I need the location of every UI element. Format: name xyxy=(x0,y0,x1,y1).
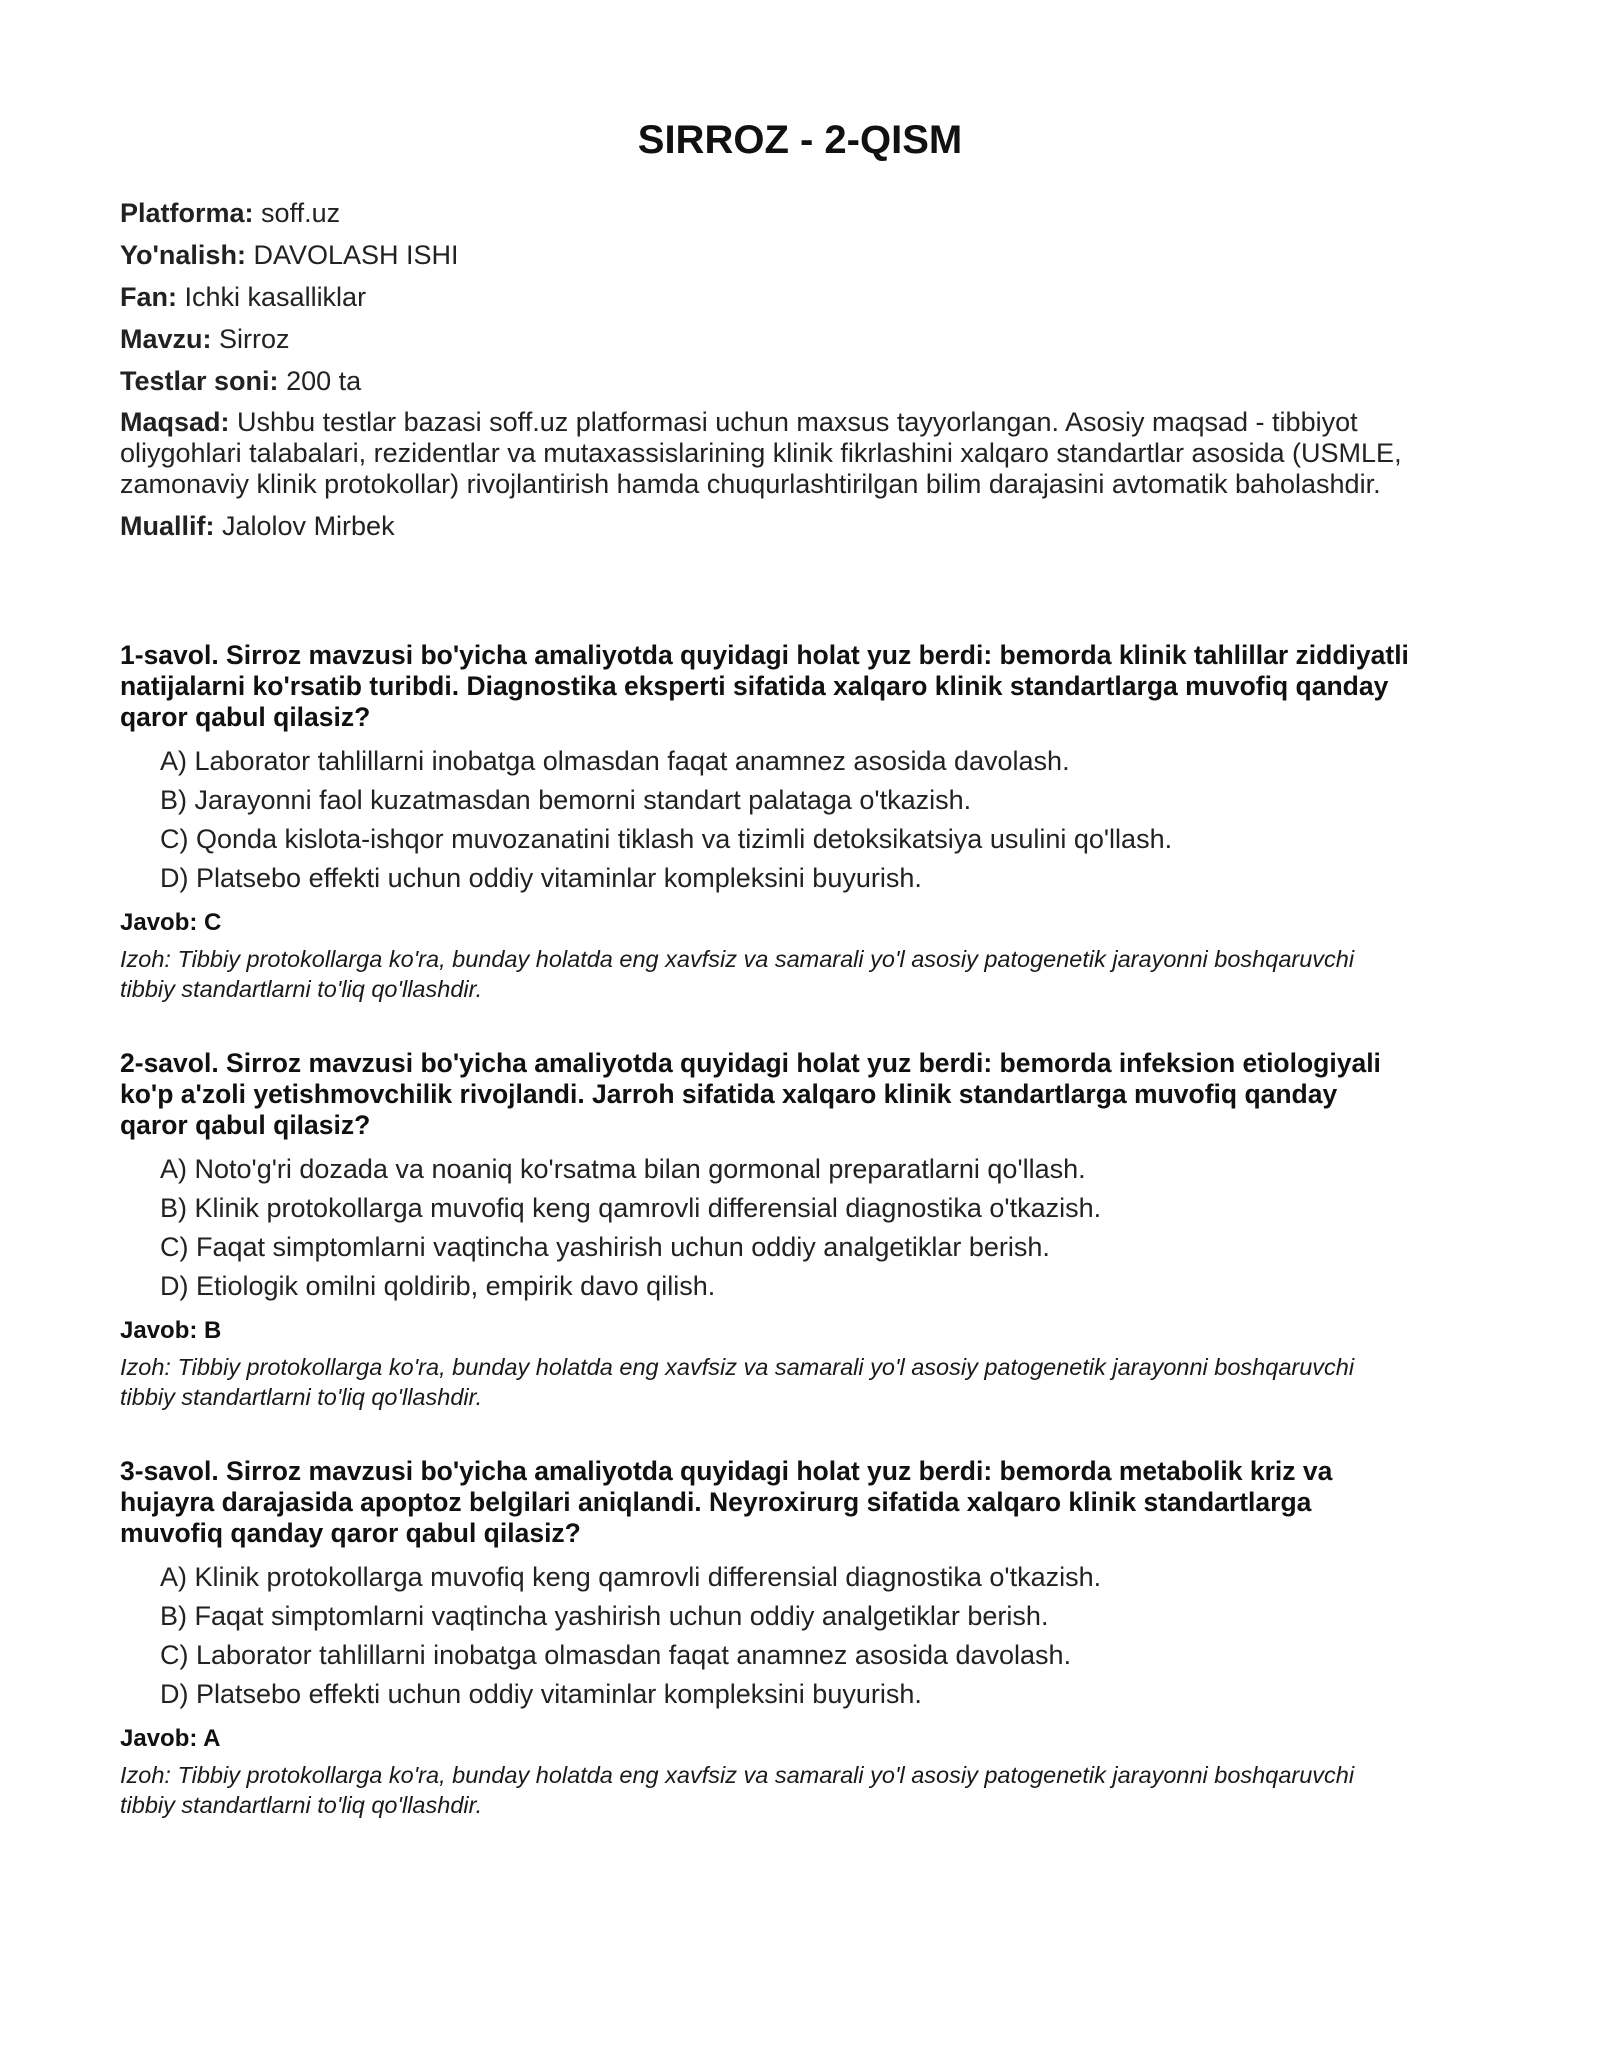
explanation: Izoh: Tibbiy protokollarga ko'ra, bunday holatda eng xavfsiz va samarali yo'l asosiy patogenetik jarayonni boshqaruvchi tibbiy standartlarni to'liq qo'llashdir. xyxy=(120,1354,1355,1410)
correct-answer: Javob: C xyxy=(120,909,222,936)
meta-yonalish xyxy=(120,239,1410,271)
meta-value: DAVOLASH ISHI xyxy=(253,240,459,270)
option-b: B) Faqat simptomlarni vaqtincha yashirish uchun oddiy analgetiklar berish. xyxy=(160,1601,1049,1631)
option-c: C) Faqat simptomlarni vaqtincha yashirish uchun oddiy analgetiklar berish. xyxy=(160,1232,1050,1262)
question-1 xyxy=(120,640,1410,1004)
meta-value: Sirroz xyxy=(219,324,290,354)
meta-label: Mavzu: xyxy=(120,324,212,354)
meta-value: Jalolov Mirbek xyxy=(222,511,395,541)
meta-maqsad xyxy=(120,407,1410,500)
meta-label: Fan: xyxy=(120,282,177,312)
option-a: A) Noto'g'ri dozada va noaniq ko'rsatma bilan gormonal preparatlarni qo'llash. xyxy=(160,1154,1086,1184)
meta-label: Yo'nalish: xyxy=(120,240,246,270)
option-a: A) Laborator tahlillarni inobatga olmasdan faqat anamnez asosida davolash. xyxy=(160,746,1070,776)
option-c: C) Laborator tahlillarni inobatga olmasdan faqat anamnez asosida davolash. xyxy=(160,1640,1072,1670)
meta-label: Platforma: xyxy=(120,198,254,228)
question-text: 2-savol. Sirroz mavzusi bo'yicha amaliyotda quyidagi holat yuz berdi: bemorda infeksion etiologiyali ko'p a'zoli yetishmovchilik rivojlandi. Jarroh sifatida xalqaro klinik standartlarga muvofiq qanday qaror qabul qilasiz? xyxy=(120,1048,1381,1140)
meta-value: soff.uz xyxy=(261,198,341,228)
correct-answer: Javob: A xyxy=(120,1725,221,1752)
option-b: B) Klinik protokollarga muvofiq keng qamrovli differensial diagnostika o'tkazish. xyxy=(160,1193,1102,1223)
explanation: Izoh: Tibbiy protokollarga ko'ra, bunday holatda eng xavfsiz va samarali yo'l asosiy patogenetik jarayonni boshqaruvchi tibbiy standartlarni to'liq qo'llashdir. xyxy=(120,946,1355,1002)
correct-answer: Javob: B xyxy=(120,1317,222,1344)
meta-section xyxy=(120,197,1410,542)
questions-list xyxy=(120,640,1410,1820)
option-b: B) Jarayonni faol kuzatmasdan bemorni standart palataga o'tkazish. xyxy=(160,785,972,815)
meta-muallif xyxy=(120,510,1410,542)
answer-options xyxy=(120,1153,1410,1302)
meta-label: Muallif: xyxy=(120,511,215,541)
answer-options xyxy=(120,1561,1410,1710)
meta-value: Ichki kasalliklar xyxy=(184,282,367,312)
meta-value: 200 ta xyxy=(286,366,362,396)
option-c: C) Qonda kislota-ishqor muvozanatini tiklash va tizimli detoksikatsiya usulini qo'llash. xyxy=(160,824,1173,854)
meta-value: Ushbu testlar bazasi soff.uz platformasi uchun maxsus tayyorlangan. Asosiy maqsad - tibbiyot oliygohlari talabalari, rezidentlar va mutaxassislarining klinik fikrlashini xalqaro standartlar asosida (USMLE, zamonaviy klinik protokollar) rivojlantirish hamda chuqurlashtirilgan bilim darajasini avtomatik baholashdir. xyxy=(120,407,1402,499)
meta-label: Testlar soni: xyxy=(120,366,279,396)
answer-options xyxy=(120,745,1410,894)
question-text: 1-savol. Sirroz mavzusi bo'yicha amaliyotda quyidagi holat yuz berdi: bemorda klinik tahlillar ziddiyatli natijalarni ko'rsatib turibdi. Diagnostika eksperti sifatida xalqaro klinik standartlarga muvofiq qanday qaror qabul qilasiz? xyxy=(120,640,1409,732)
option-a: A) Klinik protokollarga muvofiq keng qamrovli differensial diagnostika o'tkazish. xyxy=(160,1562,1102,1592)
option-d: D) Platsebo effekti uchun oddiy vitaminlar kompleksini buyurish. xyxy=(160,863,922,893)
meta-platforma xyxy=(120,197,1410,229)
question-2 xyxy=(120,1048,1410,1412)
option-d: D) Platsebo effekti uchun oddiy vitaminlar kompleksini buyurish. xyxy=(160,1679,922,1709)
question-text: 3-savol. Sirroz mavzusi bo'yicha amaliyotda quyidagi holat yuz berdi: bemorda metabolik kriz va hujayra darajasida apoptoz belgilari aniqlandi. Neyroxirurg sifatida xalqaro klinik standartlarga muvofiq qanday qaror qabul qilasiz? xyxy=(120,1456,1333,1548)
option-d: D) Etiologik omilni qoldirib, empirik davo qilish. xyxy=(160,1271,716,1301)
question-3 xyxy=(120,1456,1410,1820)
meta-label: Maqsad: xyxy=(120,407,230,437)
meta-fan xyxy=(120,281,1410,313)
meta-mavzu xyxy=(120,323,1410,355)
page-title: SIRROZ - 2-QISM xyxy=(637,118,963,162)
meta-testlar-soni xyxy=(120,365,1410,397)
explanation: Izoh: Tibbiy protokollarga ko'ra, bunday holatda eng xavfsiz va samarali yo'l asosiy patogenetik jarayonni boshqaruvchi tibbiy standartlarni to'liq qo'llashdir. xyxy=(120,1762,1355,1818)
